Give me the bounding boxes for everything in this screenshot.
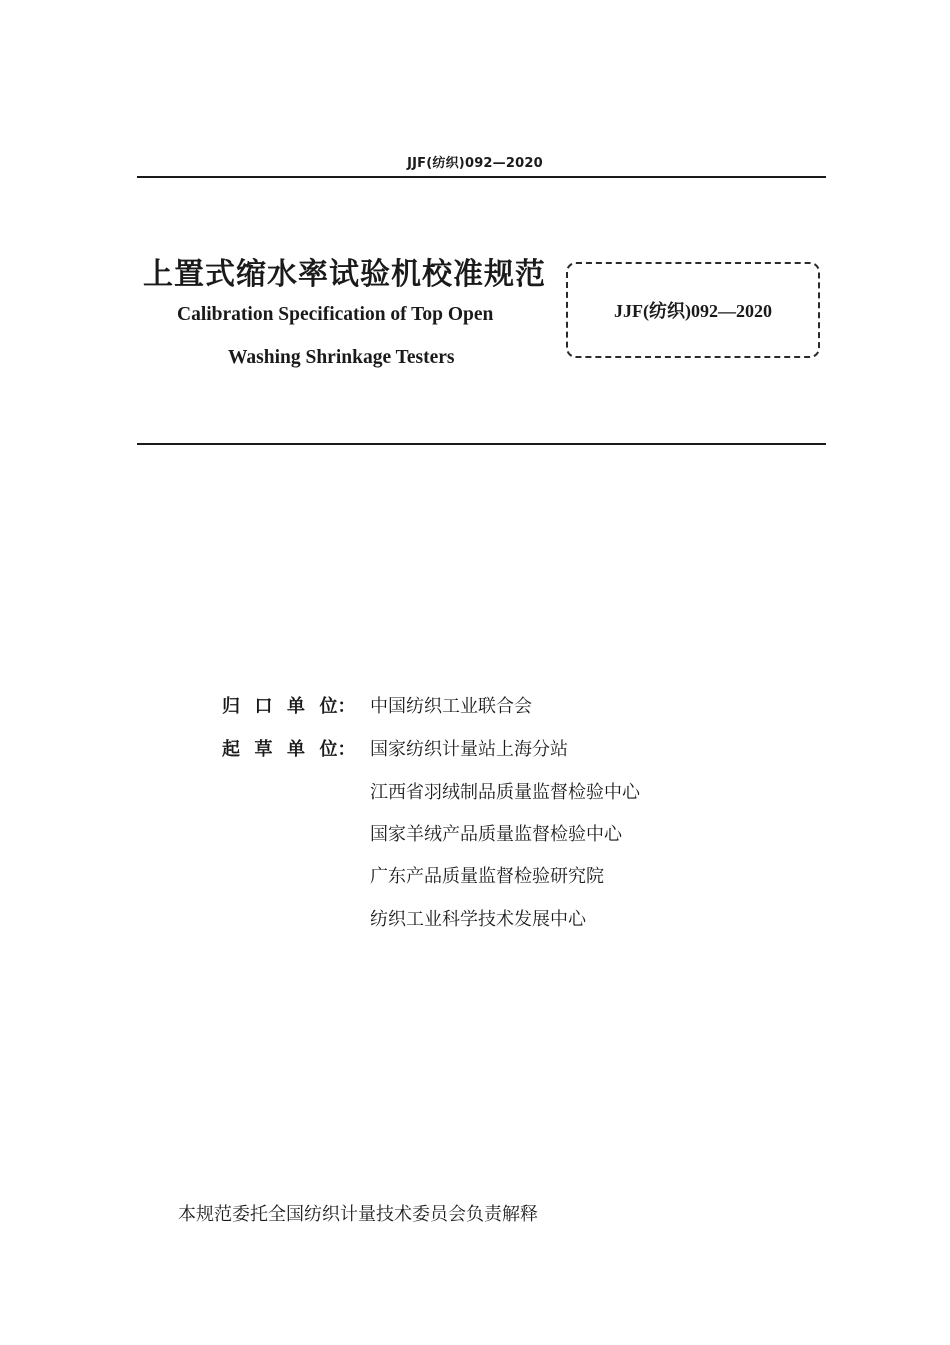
- title-bottom-rule: [137, 443, 826, 445]
- standard-code-box-text: JJF(纺织)092—2020: [614, 301, 772, 321]
- responsible-label-char: 口: [254, 696, 287, 717]
- title-chinese: 上置式缩水率试验机校准规范: [143, 257, 546, 292]
- header-rule: [137, 176, 826, 178]
- responsible-label-colon: ：: [337, 696, 356, 717]
- title-english-line2: Washing Shrinkage Testers: [228, 347, 455, 368]
- drafting-label-char: 单: [287, 739, 320, 760]
- responsible-unit-value: 中国纺织工业联合会: [370, 696, 532, 717]
- drafting-label-char: 草: [254, 739, 287, 760]
- drafting-unit-item: 国家纺织计量站上海分站: [370, 739, 568, 760]
- responsible-unit-row: [222, 692, 356, 718]
- responsible-label-char: 归: [222, 696, 255, 717]
- drafting-unit-item: 纺织工业科学技术发展中心: [370, 909, 586, 930]
- responsible-label-char: 单: [287, 696, 320, 717]
- drafting-label-char: 位: [319, 739, 338, 760]
- drafting-label-char: 起: [222, 739, 255, 760]
- header-standard-code: JJF(纺织)092—2020: [407, 156, 543, 171]
- drafting-label-colon: ：: [337, 739, 356, 760]
- title-english-line1: Calibration Specification of Top Open: [177, 304, 494, 325]
- drafting-unit-item: 广东产品质量监督检验研究院: [370, 866, 604, 887]
- interpretation-note: 本规范委托全国纺织计量技术委员会负责解释: [178, 1204, 538, 1225]
- standard-code-box: [566, 262, 820, 358]
- drafting-unit-item: 国家羊绒产品质量监督检验中心: [370, 824, 622, 845]
- drafting-unit-item: 江西省羽绒制品质量监督检验中心: [370, 782, 640, 803]
- drafting-unit-row: [222, 735, 356, 761]
- responsible-label-char: 位: [319, 696, 338, 717]
